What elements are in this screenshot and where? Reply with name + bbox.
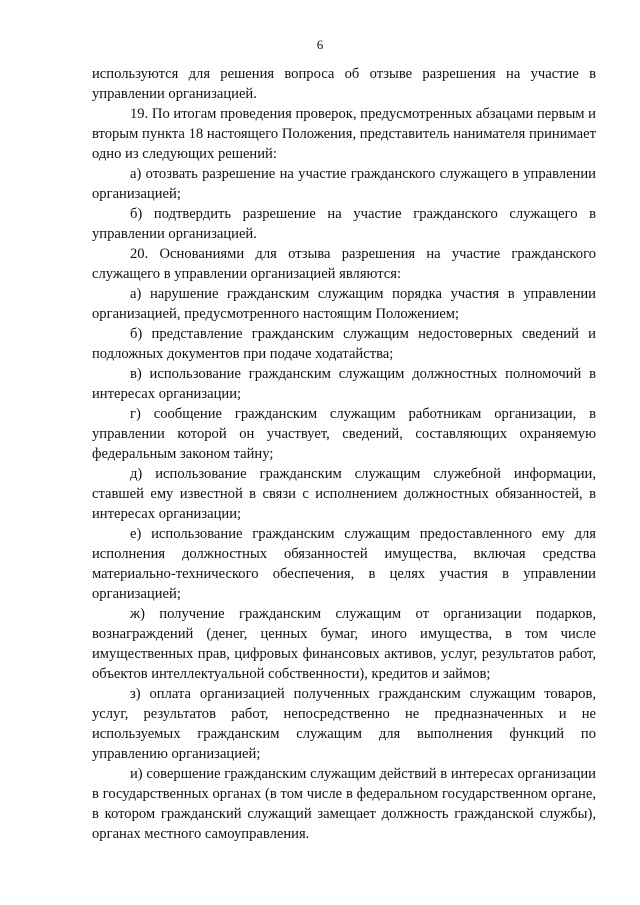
paragraph-continuation: используются для решения вопроса об отзыве разрешения на участие в управлении организацией. xyxy=(92,66,596,102)
paragraph-item-20a: а) нарушение гражданским служащим порядка участия в управлении организацией, предусмотренного настоящим Положением; xyxy=(92,286,596,322)
paragraph-item-19b: б) подтвердить разрешение на участие гражданского служащего в управлении организацией. xyxy=(92,206,596,242)
paragraph-item-20e: е) использование гражданским служащим предоставленного ему для исполнения должностных обязанностей имущества, включая средства материально-технического обеспечения, в целях участия в управлении организацией; xyxy=(92,526,596,602)
paragraph-item-20i: и) совершение гражданским служащим действий в интересах организации в государственных органах (в том числе в федеральном государственном органе, в котором гражданский служащий замещает должность гражданской службы), органах местного самоуправления. xyxy=(92,766,596,842)
paragraph-item-20b: б) представление гражданским служащим недостоверных сведений и подложных документов при подаче ходатайства; xyxy=(92,326,596,362)
paragraph-item-19: 19. По итогам проведения проверок, предусмотренных абзацами первым и вторым пункта 18 настоящего Положения, представитель нанимателя принимает одно из следующих решений: xyxy=(92,106,596,162)
paragraph-item-20v: в) использование гражданским служащим должностных полномочий в интересах организации; xyxy=(92,366,596,402)
paragraph-item-20zh: ж) получение гражданским служащим от организации подарков, вознаграждений (денег, ценных бумаг, иного имущества, в том числе имущественных прав, цифровых финансовых активов, услуг, результатов работ, объектов интеллектуальной собственности), кредитов и займов; xyxy=(92,606,596,682)
paragraph-item-19a: а) отозвать разрешение на участие гражданского служащего в управлении организацией; xyxy=(92,166,596,202)
document-body xyxy=(92,64,596,844)
paragraph-item-20d: д) использование гражданским служащим служебной информации, ставшей ему известной в связи с исполнением должностных обязанностей, в интересах организации; xyxy=(92,466,596,522)
paragraph-item-20g: г) сообщение гражданским служащим работникам организации, в управлении которой он участвует, сведений, составляющих охраняемую федеральным законом тайну; xyxy=(92,406,596,462)
paragraph-item-20z: з) оплата организацией полученных гражданским служащим товаров, услуг, результатов работ, непосредственно не предназначенных и не используемых гражданским служащим для выполнения функций по управлению организацией; xyxy=(92,686,596,762)
paragraph-item-20: 20. Основаниями для отзыва разрешения на участие гражданского служащего в управлении организацией являются: xyxy=(92,246,596,282)
page-number: 6 xyxy=(316,37,324,52)
